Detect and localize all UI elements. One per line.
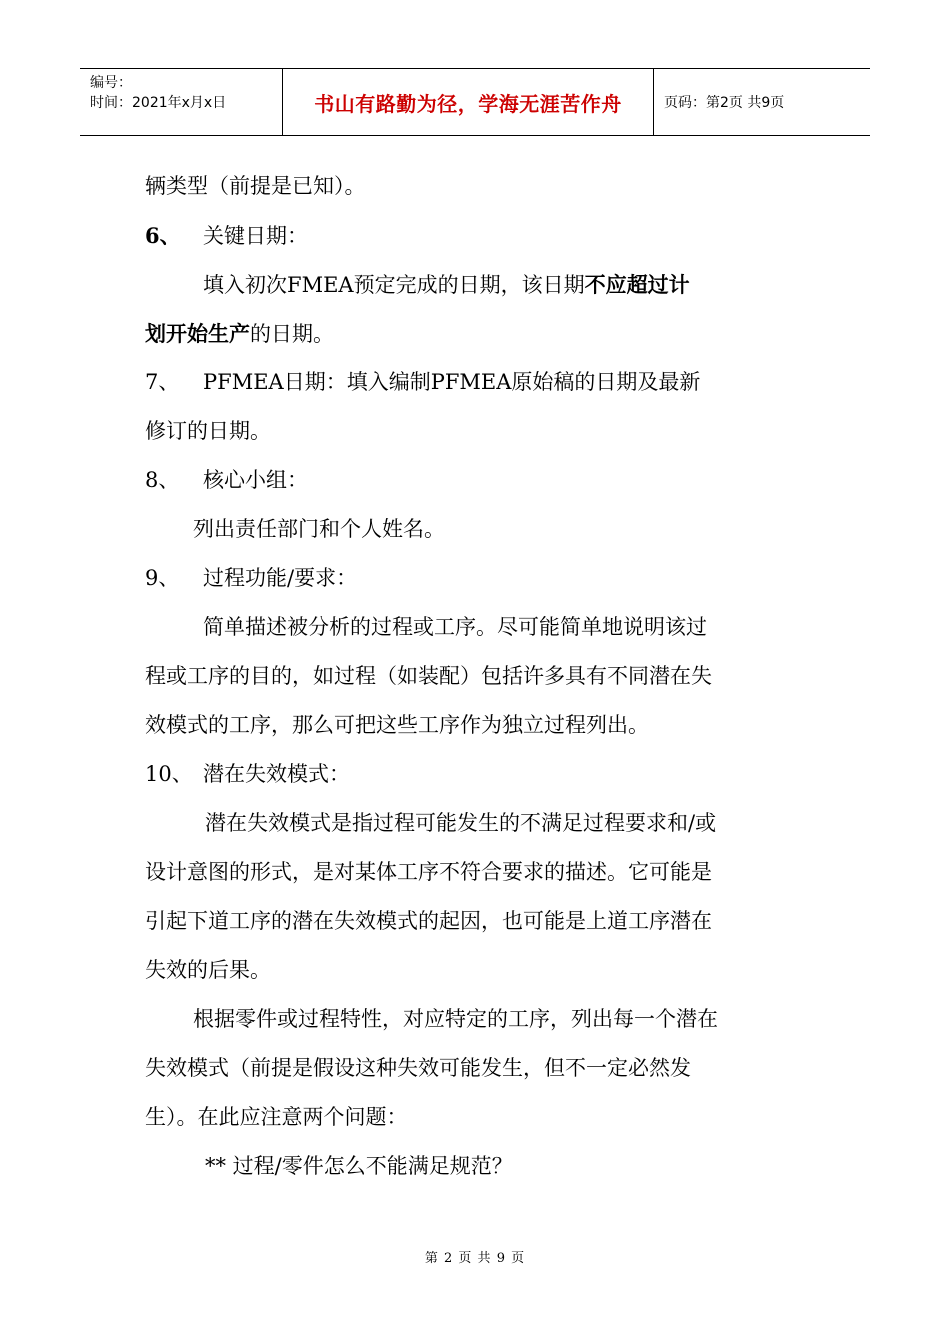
section-title: 潜在失效模式： xyxy=(203,762,350,786)
paragraph: 失效模式（前提是假设这种失效可能发生，但不一定必然发 xyxy=(145,1056,691,1080)
question-item: ** 过程/零件怎么不能满足规范？ xyxy=(205,1154,513,1178)
paragraph: 辆类型（前提是已知）。 xyxy=(145,174,366,198)
section-text: PFMEA日期：填入编制PFMEA原始稿的日期及最新 xyxy=(203,370,701,394)
paragraph: 设计意图的形式，是对某体工序不符合要求的描述。它可能是 xyxy=(145,860,712,884)
paragraph: 简单描述被分析的过程或工序。尽可能简单地说明该过 xyxy=(203,615,707,639)
section-number: 8、 xyxy=(145,468,180,492)
section-number: 9、 xyxy=(145,566,180,590)
section-heading-7 xyxy=(145,358,795,407)
text-run: 的日期。 xyxy=(250,322,334,346)
bold-text-run: 划开始生产 xyxy=(145,321,250,346)
paragraph: 引起下道工序的潜在失效模式的起因，也可能是上道工序潜在 xyxy=(145,909,712,933)
header-page-info: 页码：第2页 共9页 xyxy=(664,95,785,111)
time-label: 时间：2021年x月x日 xyxy=(90,95,227,111)
paragraph: 效模式的工序，那么可把这些工序作为独立过程列出。 xyxy=(145,713,649,737)
serial-label: 编号： xyxy=(90,75,132,91)
section-number: 7、 xyxy=(145,370,180,394)
document-body xyxy=(145,162,795,1191)
page-header xyxy=(80,68,870,136)
section-heading-10 xyxy=(145,750,795,799)
section-heading-9 xyxy=(145,554,795,603)
paragraph: 潜在失效模式是指过程可能发生的不满足过程要求和/或 xyxy=(205,811,717,835)
section-number: 6、 xyxy=(145,223,181,248)
paragraph: 根据零件或过程特性，对应特定的工序，列出每一个潜在 xyxy=(193,1007,718,1031)
header-motto: 书山有路勤为径，学海无涯苦作舟 xyxy=(282,69,654,135)
section-title: 关键日期： xyxy=(203,224,308,248)
paragraph: 修订的日期。 xyxy=(145,419,271,443)
paragraph: 列出责任部门和个人姓名。 xyxy=(193,517,445,541)
paragraph xyxy=(145,260,795,309)
page-footer: 第 2 页 共 9 页 xyxy=(424,1251,526,1266)
paragraph: 失效的后果。 xyxy=(145,958,271,982)
paragraph: 程或工序的目的，如过程（如装配）包括许多具有不同潜在失 xyxy=(145,664,712,688)
section-title: 过程功能/要求： xyxy=(203,566,358,590)
paragraph xyxy=(145,309,795,358)
section-heading-8 xyxy=(145,456,795,505)
header-meta xyxy=(80,69,282,135)
bold-text-run: 不应超过计 xyxy=(584,272,690,297)
text-run: 填入初次FMEA预定完成的日期，该日期 xyxy=(203,273,585,297)
section-title: 核心小组： xyxy=(203,468,308,492)
section-number: 10、 xyxy=(145,762,193,786)
section-heading-6 xyxy=(145,211,795,260)
paragraph: 生）。在此应注意两个问题： xyxy=(145,1105,408,1129)
